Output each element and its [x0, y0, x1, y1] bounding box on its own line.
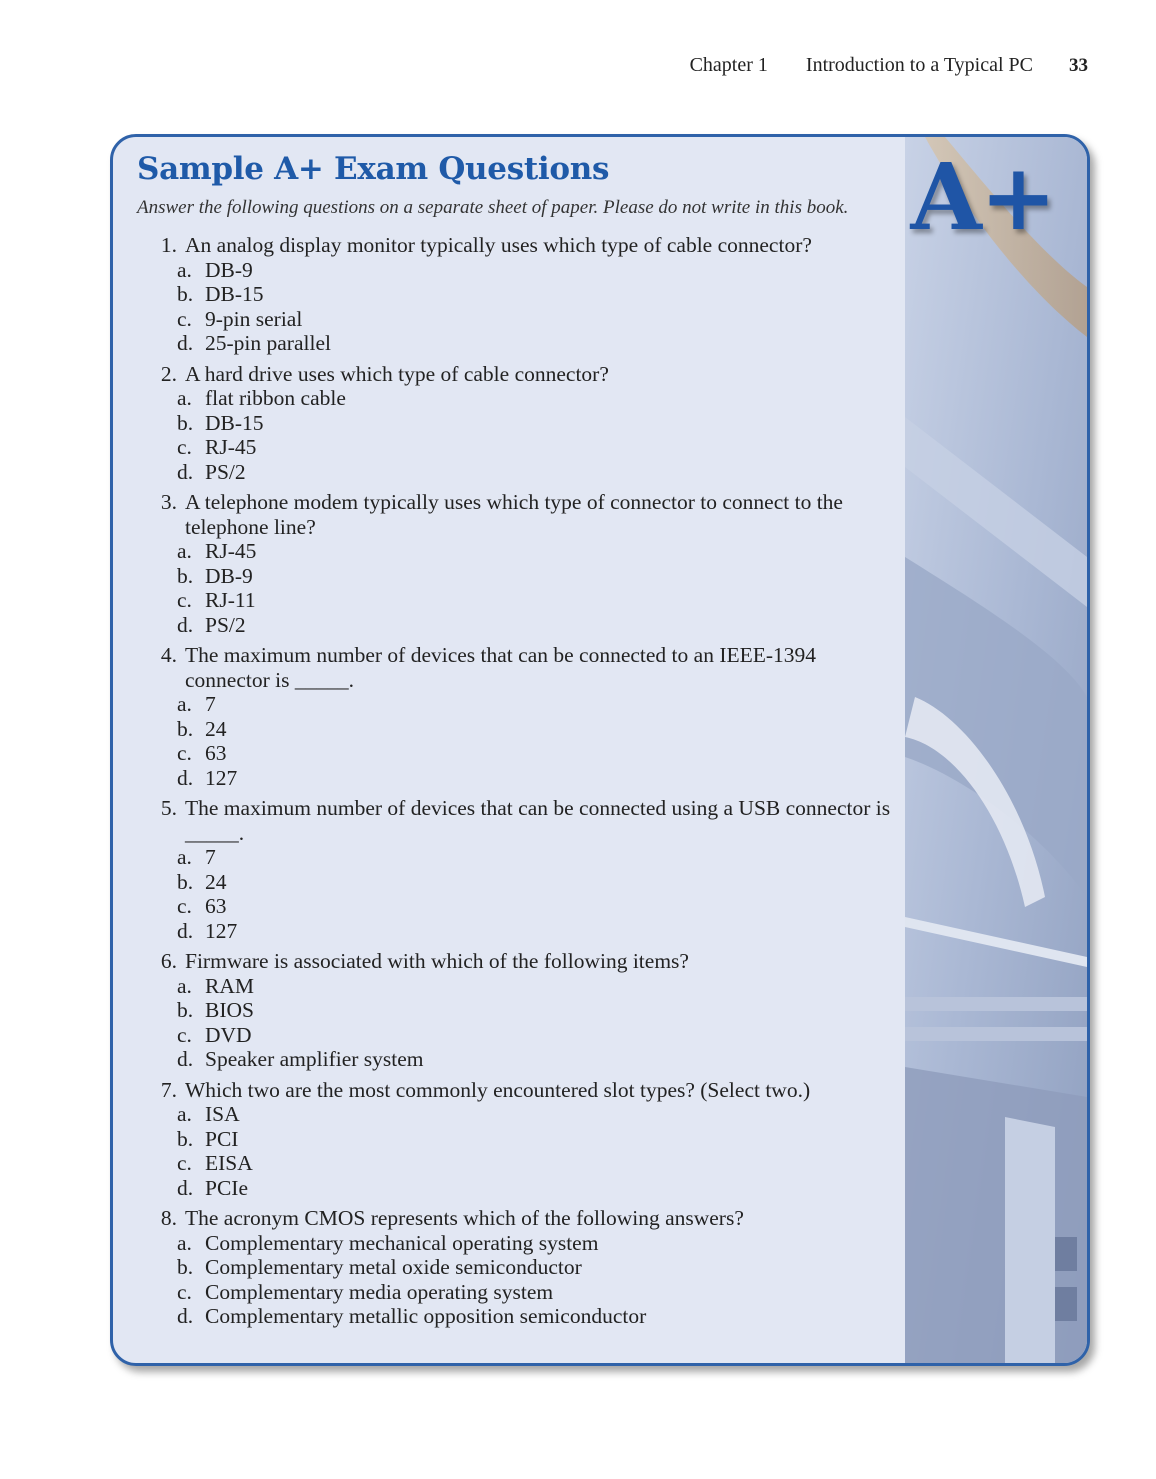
- option-letter: a.: [177, 1102, 192, 1126]
- option-item: [137, 1047, 897, 1072]
- option-letter: b.: [177, 563, 194, 588]
- option-item: [137, 588, 897, 613]
- option-text: DB-9: [205, 257, 253, 282]
- option-letter: a.: [177, 257, 192, 282]
- question-number: 3.: [160, 490, 177, 514]
- question-text: The acronym CMOS represents which of the following answers?: [185, 1206, 744, 1230]
- option-text: DB-15: [205, 282, 264, 306]
- option-letter: b.: [177, 410, 194, 435]
- option-letter: d.: [177, 765, 194, 790]
- question-7: [137, 1078, 897, 1201]
- question-text: A telephone modem typically uses which type of connector to connect to the telephone line?: [185, 490, 843, 539]
- option-item: [137, 692, 897, 717]
- option-item: [137, 741, 897, 766]
- option-text: EISA: [205, 1151, 253, 1175]
- running-header: [690, 54, 1088, 77]
- option-item: [137, 1023, 897, 1048]
- option-letter: c.: [177, 1279, 192, 1304]
- option-item: [137, 894, 897, 919]
- question-1: [137, 233, 897, 356]
- option-text: 9-pin serial: [205, 306, 303, 331]
- option-item: [137, 435, 897, 460]
- question-number: 7.: [160, 1077, 177, 1102]
- instructions: Answer the following questions on a separate sheet of paper. Please do not write in this book.: [137, 197, 849, 218]
- option-item: [137, 717, 897, 742]
- option-text: 7: [205, 692, 216, 716]
- question-number: 1.: [160, 233, 177, 257]
- option-text: Complementary mechanical operating system: [205, 1230, 599, 1255]
- question-text: The maximum number of devices that can be connected to an IEEE-1394 connector is _____.: [185, 643, 817, 692]
- option-item: [137, 1102, 897, 1127]
- option-text: 25-pin parallel: [205, 331, 331, 355]
- option-item: [137, 845, 897, 870]
- option-text: 24: [205, 869, 227, 894]
- option-letter: b.: [177, 869, 194, 894]
- option-letter: a.: [177, 386, 192, 410]
- option-letter: b.: [177, 1255, 194, 1279]
- option-item: [137, 870, 897, 895]
- option-item: [137, 411, 897, 436]
- option-letter: c.: [177, 1022, 192, 1047]
- option-item: [137, 1127, 897, 1152]
- option-letter: d.: [177, 1175, 194, 1200]
- panel-content: [137, 151, 897, 1335]
- option-text: Complementary metal oxide semiconductor: [205, 1255, 582, 1279]
- option-text: RJ-45: [205, 539, 257, 563]
- option-item: [137, 613, 897, 638]
- option-item: [137, 1304, 897, 1329]
- question-8: [137, 1206, 897, 1329]
- option-text: Speaker amplifier system: [205, 1047, 424, 1071]
- option-item: [137, 331, 897, 356]
- option-letter: a.: [177, 1230, 192, 1255]
- option-text: Complementary media operating system: [205, 1279, 554, 1304]
- question-text: Firmware is associated with which of the following items?: [185, 949, 689, 973]
- option-letter: d.: [177, 1047, 194, 1071]
- option-item: [137, 919, 897, 944]
- option-text: 7: [205, 845, 216, 869]
- aplus-badge: A+: [910, 143, 1055, 251]
- option-text: 63: [205, 741, 227, 765]
- option-letter: c.: [177, 894, 192, 918]
- option-letter: d.: [177, 331, 194, 355]
- option-text: PCI: [205, 1126, 239, 1151]
- question-number: 5.: [160, 796, 177, 820]
- question-number: 6.: [160, 949, 177, 973]
- option-text: 127: [205, 918, 238, 943]
- option-letter: b.: [177, 716, 194, 741]
- option-letter: a.: [177, 845, 192, 869]
- question-6: [137, 949, 897, 1072]
- question-5: [137, 796, 897, 943]
- option-text: PS/2: [205, 612, 246, 637]
- option-letter: c.: [177, 741, 192, 765]
- option-text: DVD: [205, 1022, 252, 1047]
- question-text: The maximum number of devices that can be connected using a USB connector is _____.: [185, 796, 891, 845]
- option-item: [137, 1231, 897, 1256]
- question-number: 4.: [160, 643, 177, 667]
- question-2: [137, 362, 897, 485]
- option-text: 63: [205, 894, 227, 918]
- option-letter: a.: [177, 973, 192, 998]
- question-4: [137, 643, 897, 790]
- option-text: DB-15: [205, 410, 264, 435]
- option-letter: d.: [177, 459, 194, 484]
- option-item: [137, 1176, 897, 1201]
- option-item: [137, 539, 897, 564]
- option-text: DB-9: [205, 563, 253, 588]
- option-text: flat ribbon cable: [205, 386, 346, 410]
- question-3: [137, 490, 897, 637]
- option-letter: c.: [177, 435, 192, 459]
- exam-questions-panel: [110, 134, 1090, 1366]
- option-text: PCIe: [205, 1175, 248, 1200]
- option-letter: a.: [177, 539, 192, 563]
- question-text: Which two are the most commonly encountered slot types? (Select two.): [185, 1077, 811, 1102]
- option-item: [137, 258, 897, 283]
- panel-title: Sample A+ Exam Questions: [137, 151, 610, 187]
- option-text: 127: [205, 765, 238, 790]
- option-letter: d.: [177, 1304, 194, 1328]
- option-letter: b.: [177, 998, 194, 1022]
- option-text: 24: [205, 716, 227, 741]
- option-item: [137, 998, 897, 1023]
- option-letter: c.: [177, 306, 192, 331]
- option-item: [137, 974, 897, 999]
- option-item: [137, 1151, 897, 1176]
- option-item: [137, 1280, 897, 1305]
- option-item: [137, 766, 897, 791]
- question-number: 2.: [160, 361, 177, 386]
- option-letter: c.: [177, 588, 192, 612]
- option-item: [137, 460, 897, 485]
- question-number: 8.: [160, 1206, 177, 1230]
- chapter-label: Chapter 1: [689, 54, 768, 76]
- option-item: [137, 1255, 897, 1280]
- option-item: [137, 307, 897, 332]
- question-text: An analog display monitor typically uses which type of cable connector?: [185, 233, 812, 257]
- option-text: Complementary metallic opposition semiconductor: [205, 1304, 647, 1328]
- option-letter: c.: [177, 1151, 192, 1175]
- option-item: [137, 386, 897, 411]
- option-text: BIOS: [205, 998, 254, 1022]
- option-letter: b.: [177, 282, 194, 306]
- option-item: [137, 282, 897, 307]
- option-letter: a.: [177, 692, 192, 716]
- option-text: RJ-11: [205, 588, 256, 612]
- page-number: 33: [1069, 55, 1088, 76]
- hardware-photo-decoration: [905, 137, 1087, 1363]
- chapter-title: Introduction to a Typical PC: [805, 54, 1033, 76]
- option-text: RJ-45: [205, 435, 257, 459]
- option-letter: d.: [177, 612, 194, 637]
- option-letter: b.: [177, 1126, 194, 1151]
- option-text: RAM: [205, 973, 254, 998]
- option-text: ISA: [205, 1102, 240, 1126]
- option-item: [137, 564, 897, 589]
- option-letter: d.: [177, 918, 194, 943]
- question-text: A hard drive uses which type of cable connector?: [185, 361, 609, 386]
- option-text: PS/2: [205, 459, 246, 484]
